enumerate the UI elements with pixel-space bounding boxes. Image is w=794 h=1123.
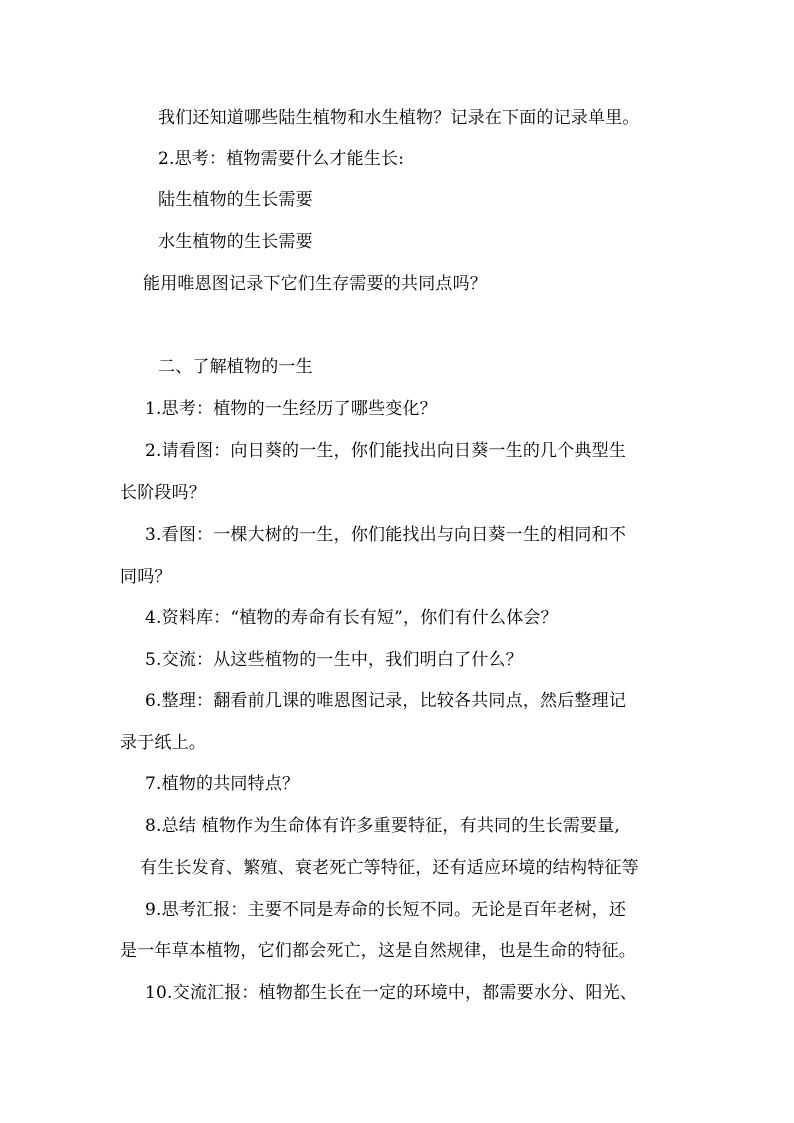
text-line-think-growth: 2.思考：植物需要什么才能生长: — [158, 149, 405, 169]
text-line-land-plant-needs: 陆生植物的生长需要 — [158, 190, 313, 210]
text-line-item-4: 4.资料库：“植物的寿命有长有短”，你们有什么体会？ — [145, 608, 558, 628]
text-line-item-6-cont: 录于纸上。 — [120, 733, 206, 753]
text-line-venn-question: 能用唯恩图记录下它们生存需要的共同点吗？ — [143, 274, 487, 294]
text-line-records: 我们还知道哪些陆生植物和水生植物？记录在下面的记录单里。 — [158, 108, 640, 128]
text-line-water-plant-needs: 水生植物的生长需要 — [158, 232, 313, 252]
text-line-item-8: 8.总结 植物作为生命体有许多重要特征，有共同的生长需要量, — [145, 816, 621, 836]
text-line-item-3: 3.看图：一棵大树的一生，你们能找出与向日葵一生的相同和不 — [145, 525, 627, 545]
text-line-item-9-cont: 是一年草本植物，它们都会死亡，这是自然规律，也是生命的特征。 — [120, 941, 636, 961]
section-heading-plant-life: 二、了解植物的一生 — [158, 357, 313, 377]
text-line-item-5: 5.交流：从这些植物的一生中，我们明白了什么？ — [145, 650, 523, 670]
text-line-item-2: 2.请看图：向日葵的一生，你们能找出向日葵一生的几个典型生 — [145, 441, 627, 461]
text-line-item-9: 9.思考汇报：主要不同是寿命的长短不同。无论是百年老树，还 — [145, 900, 627, 920]
text-line-item-3-cont: 同吗？ — [120, 567, 172, 587]
text-line-item-10: 10.交流汇报：植物都生长在一定的环境中，都需要水分、阳光、 — [145, 983, 638, 1003]
text-line-item-1: 1.思考：植物的一生经历了哪些变化？ — [145, 399, 437, 419]
text-line-item-7: 7.植物的共同特点？ — [145, 774, 300, 794]
text-line-item-8-cont: 有生长发育、繁殖、衰老死亡等特征，还有适应环境的结构特征等 — [140, 858, 639, 878]
text-line-item-2-cont: 长阶段吗？ — [120, 483, 206, 503]
text-line-item-6: 6.整理：翻看前几课的唯恩图记录，比较各共同点，然后整理记 — [145, 691, 627, 711]
